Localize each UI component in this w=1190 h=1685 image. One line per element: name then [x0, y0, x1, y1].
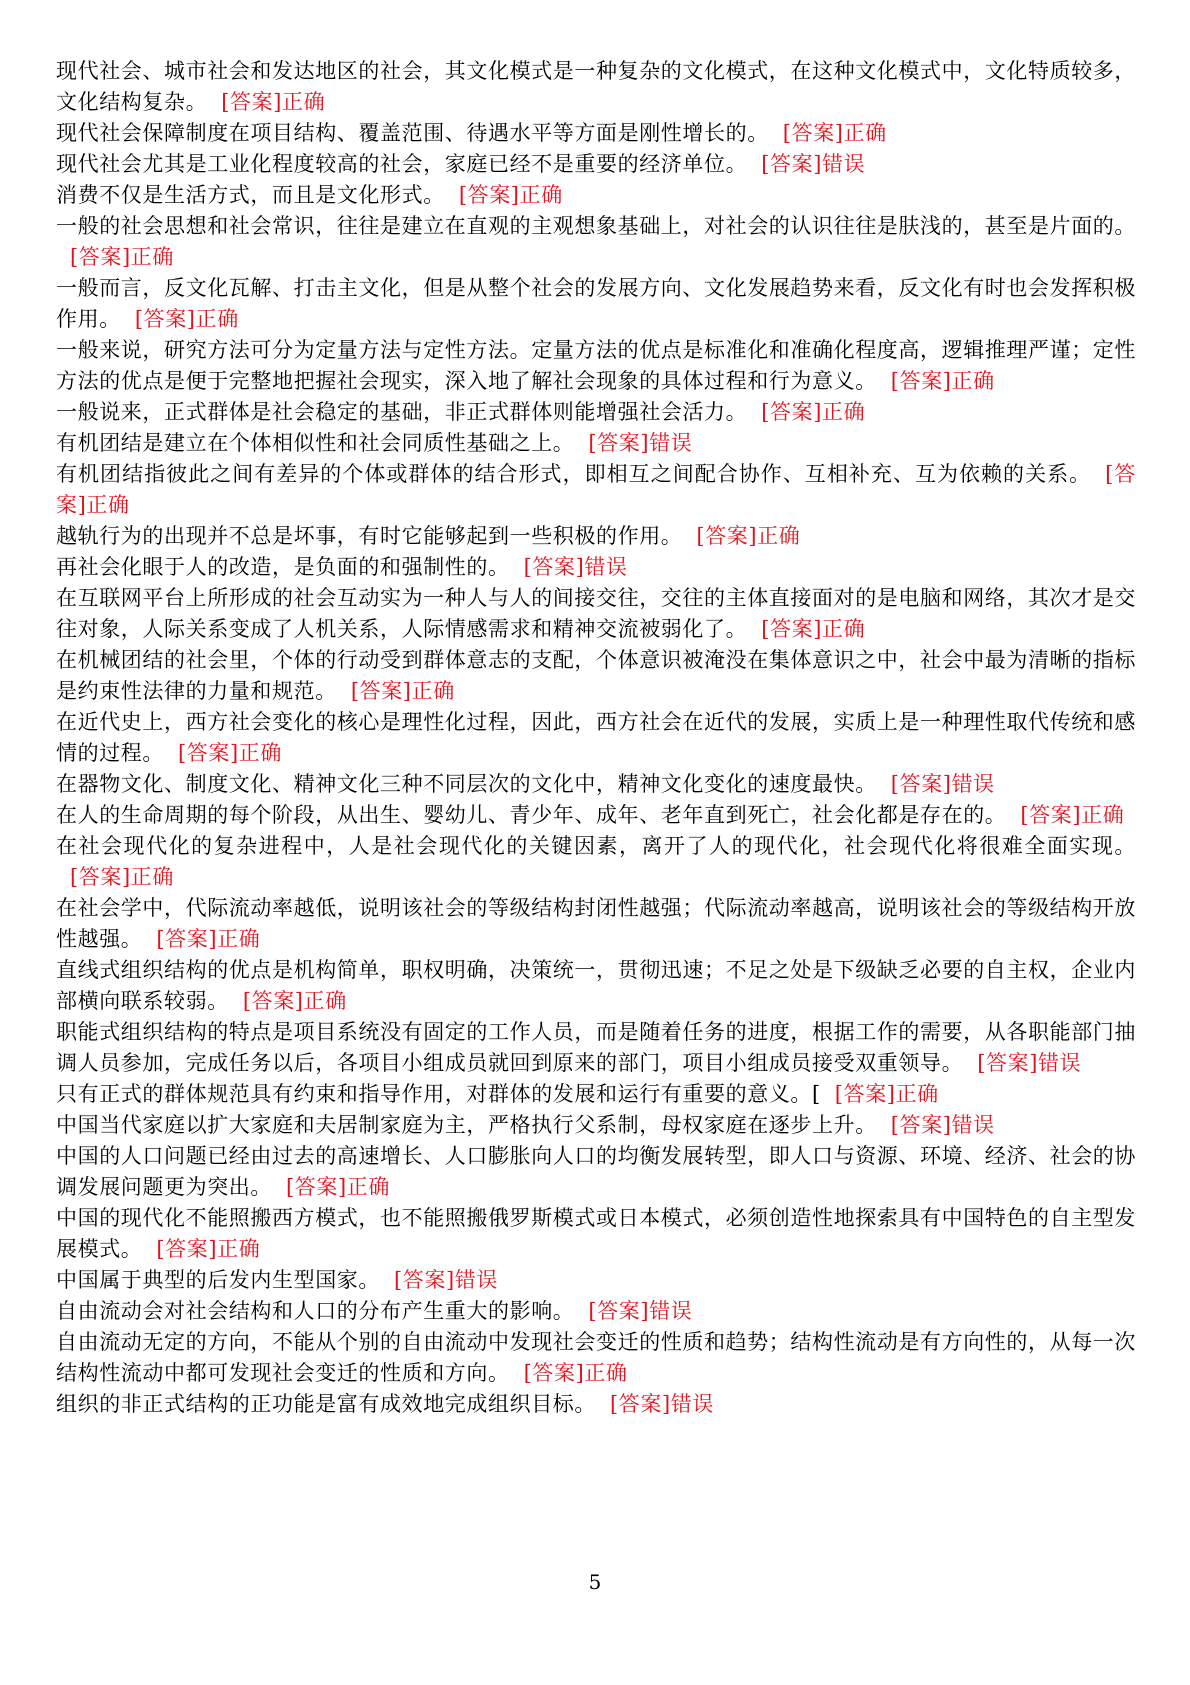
- answer-label: [答案]正确: [286, 1175, 390, 1199]
- question-text: 一般来说，研究方法可分为定量方法与定性方法。定量方法的优点是标准化和准确化程度高，逻辑推理严谨；定性方法的优点是便于完整地把握社会现实，深入地了解社会现象的具体过程和行为意义。: [56, 338, 1136, 393]
- question-text: 在社会学中，代际流动率越低，说明该社会的等级结构封闭性越强；代际流动率越高，说明该社会的等级结构开放性越强。: [56, 896, 1136, 951]
- question-text: 在机械团结的社会里，个体的行动受到群体意志的支配，个体意识被淹没在集体意识之中，社会中最为清晰的指标是约束性法律的力量和规范。: [56, 648, 1136, 703]
- list-item: [56, 521, 1136, 552]
- answer-label: [答案]错误: [610, 1392, 714, 1416]
- question-text: 在器物文化、制度文化、精神文化三种不同层次的文化中，精神文化变化的速度最快。: [56, 772, 877, 796]
- list-item: [56, 1110, 1136, 1141]
- list-item: [56, 149, 1136, 180]
- list-item: [56, 583, 1136, 645]
- list-item: [56, 1327, 1136, 1389]
- question-text: 在人的生命周期的每个阶段，从出生、婴幼儿、青少年、成年、老年直到死亡，社会化都是存在的。: [56, 803, 1007, 827]
- question-text: 消费不仅是生活方式，而且是文化形式。: [56, 183, 445, 207]
- answer-label: [答案]正确: [890, 369, 995, 393]
- page-number: 5: [588, 1570, 602, 1594]
- answer-label: [答案]错误: [394, 1268, 498, 1292]
- list-item: [56, 769, 1136, 800]
- answer-label: [答案]错误: [588, 431, 693, 455]
- list-item: [56, 707, 1136, 769]
- answer-label: [答案]正确: [134, 307, 239, 331]
- list-item: [56, 459, 1136, 521]
- list-item: [56, 1203, 1136, 1265]
- question-text: 中国当代家庭以扩大家庭和夫居制家庭为主，严格执行父系制，母权家庭在逐步上升。: [56, 1113, 877, 1137]
- list-item: [56, 1296, 1136, 1327]
- question-text: 在互联网平台上所形成的社会互动实为一种人与人的间接交往，交往的主体直接面对的是电脑和网络，其次才是交往对象，人际关系变成了人机关系，人际情感需求和精神交流被弱化了。: [56, 586, 1136, 641]
- answer-label: [答案]正确: [242, 989, 347, 1013]
- answer-label: [答案]错误: [890, 1113, 995, 1137]
- question-text: 只有正式的群体规范具有约束和指导作用，对群体的发展和运行有重要的意义。[: [56, 1082, 821, 1106]
- answer-label: [答案]正确: [696, 524, 801, 548]
- list-item: [56, 1265, 1136, 1296]
- question-text: 再社会化眼于人的改造，是负面的和强制性的。: [56, 555, 510, 579]
- list-item: [56, 893, 1136, 955]
- question-text: 中国属于典型的后发内生型国家。: [56, 1268, 380, 1292]
- list-item: [56, 180, 1136, 211]
- list-item: [56, 428, 1136, 459]
- answer-label: [答案]正确: [156, 927, 261, 951]
- question-text: 直线式组织结构的优点是机构简单，职权明确，决策统一，贯彻迅速；不足之处是下级缺乏必要的自主权，企业内部横向联系较弱。: [56, 958, 1136, 1013]
- answer-label: [答案]正确: [156, 1237, 261, 1261]
- answer-label: [答案]正确: [70, 245, 174, 269]
- list-item: [56, 335, 1136, 397]
- question-text: 有机团结是建立在个体相似性和社会同质性基础之上。: [56, 431, 575, 455]
- list-item: [56, 211, 1136, 273]
- question-list: [56, 56, 1136, 1420]
- list-item: [56, 118, 1136, 149]
- question-text: 组织的非正式结构的正功能是富有成效地完成组织目标。: [56, 1392, 596, 1416]
- list-item: [56, 273, 1136, 335]
- list-item: [56, 645, 1136, 707]
- question-text: 有机团结指彼此之间有差异的个体或群体的结合形式，即相互之间配合协作、互相补充、互为依赖的关系。: [56, 462, 1092, 486]
- list-item: [56, 831, 1136, 893]
- answer-label: [答案]正确: [761, 617, 866, 641]
- list-item: [56, 1389, 1136, 1420]
- list-item: [56, 1017, 1136, 1079]
- question-text: 自由流动会对社会结构和人口的分布产生重大的影响。: [56, 1299, 575, 1323]
- answer-label: [答案]错误: [890, 772, 995, 796]
- question-text: 在近代史上，西方社会变化的核心是理性化过程，因此，西方社会在近代的发展，实质上是一种理性取代传统和感情的过程。: [56, 710, 1136, 765]
- answer-label: [答案]正确: [70, 865, 174, 889]
- question-text: 现代社会、城市社会和发达地区的社会，其文化模式是一种复杂的文化模式，在这种文化模式中，文化特质较多，文化结构复杂。: [56, 59, 1136, 114]
- answer-label: [答案]正确: [834, 1082, 939, 1106]
- list-item: [56, 552, 1136, 583]
- list-item: [56, 397, 1136, 428]
- answer-label: [答案]正确: [221, 90, 326, 114]
- question-text: 自由流动无定的方向，不能从个别的自由流动中发现社会变迁的性质和趋势；结构性流动是有方向性的，从每一次结构性流动中都可发现社会变迁的性质和方向。: [56, 1330, 1136, 1385]
- answer-label: [答案]正确: [523, 1361, 628, 1385]
- question-text: 越轨行为的出现并不总是坏事，有时它能够起到一些积极的作用。: [56, 524, 683, 548]
- question-text: 一般的社会思想和社会常识，往往是建立在直观的主观想象基础上，对社会的认识往往是肤浅的，甚至是片面的。: [56, 214, 1136, 238]
- list-item: [56, 955, 1136, 1017]
- answer-label: [答案]正确: [458, 183, 563, 207]
- answer-label: [答案]正确: [56, 462, 1136, 517]
- question-text: 职能式组织结构的特点是项目系统没有固定的工作人员，而是随着任务的进度，根据工作的需要，从各职能部门抽调人员参加，完成任务以后，各项目小组成员就回到原来的部门，项目小组成员接受双重领导。: [56, 1020, 1136, 1075]
- answer-label: [答案]正确: [178, 741, 282, 765]
- answer-label: [答案]正确: [350, 679, 455, 703]
- question-text: 现代社会尤其是工业化程度较高的社会，家庭已经不是重要的经济单位。: [56, 152, 748, 176]
- answer-label: [答案]正确: [782, 121, 887, 145]
- list-item: [56, 800, 1136, 831]
- question-text: 中国的人口问题已经由过去的高速增长、人口膨胀向人口的均衡发展转型，即人口与资源、环境、经济、社会的协调发展问题更为突出。: [56, 1144, 1136, 1199]
- answer-label: [答案]错误: [761, 152, 866, 176]
- answer-label: [答案]正确: [761, 400, 866, 424]
- answer-label: [答案]错误: [523, 555, 628, 579]
- question-text: 在社会现代化的复杂进程中，人是社会现代化的关键因素，离开了人的现代化，社会现代化将很难全面实现。: [56, 834, 1136, 858]
- question-text: 现代社会保障制度在项目结构、覆盖范围、待遇水平等方面是刚性增长的。: [56, 121, 769, 145]
- list-item: [56, 1079, 1136, 1110]
- answer-label: [答案]错误: [588, 1299, 693, 1323]
- question-text: 中国的现代化不能照搬西方模式，也不能照搬俄罗斯模式或日本模式，必须创造性地探索具有中国特色的自主型发展模式。: [56, 1206, 1136, 1261]
- list-item: [56, 56, 1136, 118]
- answer-label: [答案]正确: [1020, 803, 1125, 827]
- question-text: 一般而言，反文化瓦解、打击主文化，但是从整个社会的发展方向、文化发展趋势来看，反文化有时也会发挥积极作用。: [56, 276, 1136, 331]
- answer-label: [答案]错误: [977, 1051, 1082, 1075]
- question-text: 一般说来，正式群体是社会稳定的基础，非正式群体则能增强社会活力。: [56, 400, 748, 424]
- list-item: [56, 1141, 1136, 1203]
